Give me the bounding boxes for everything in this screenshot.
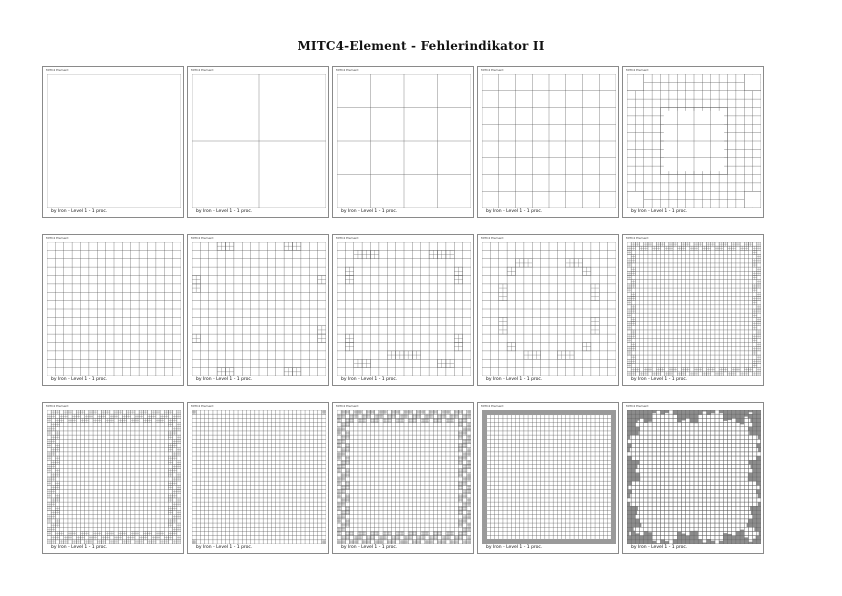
refined-region bbox=[627, 192, 643, 208]
mesh-plot bbox=[47, 410, 181, 544]
mesh-plot bbox=[47, 242, 181, 376]
panel-header: MITC4 Element bbox=[336, 404, 359, 408]
panel-caption: by Iron - Level 1 - 1 proc. bbox=[631, 377, 688, 382]
mesh-plot bbox=[47, 74, 181, 208]
mesh-plot bbox=[627, 242, 761, 376]
mesh-plot bbox=[192, 74, 326, 208]
refined-region bbox=[745, 74, 761, 90]
mesh-plot bbox=[337, 410, 471, 544]
mesh-panel-5 bbox=[622, 66, 764, 218]
panel-header: MITC4 Element bbox=[336, 236, 359, 240]
panel-caption: by Iron - Level 1 - 1 proc. bbox=[196, 377, 253, 382]
mesh-panel-4 bbox=[477, 66, 619, 218]
panel-header: MITC4 Element bbox=[46, 404, 69, 408]
refined-region bbox=[173, 368, 181, 376]
panel-header: MITC4 Element bbox=[46, 236, 69, 240]
panel-header: MITC4 Element bbox=[626, 68, 649, 72]
panel-caption: by Iron - Level 1 - 1 proc. bbox=[196, 209, 253, 214]
panel-header: MITC4 Element bbox=[191, 404, 214, 408]
mesh-panel-10 bbox=[622, 234, 764, 386]
panel-caption: by Iron - Level 1 - 1 proc. bbox=[51, 377, 108, 382]
mesh-panel-2 bbox=[187, 66, 329, 218]
mesh-panel-3 bbox=[332, 66, 474, 218]
panel-caption: by Iron - Level 1 - 1 proc. bbox=[196, 545, 253, 550]
refined-region bbox=[627, 74, 643, 90]
panel-caption: by Iron - Level 1 - 1 proc. bbox=[486, 377, 543, 382]
mesh-plot bbox=[482, 74, 616, 208]
mesh-panel-9 bbox=[477, 234, 619, 386]
panel-header: MITC4 Element bbox=[481, 68, 504, 72]
panel-header: MITC4 Element bbox=[336, 68, 359, 72]
panel-header: MITC4 Element bbox=[191, 236, 214, 240]
mesh-panel-13 bbox=[332, 402, 474, 554]
refined-region bbox=[47, 242, 55, 250]
panel-header: MITC4 Element bbox=[46, 68, 69, 72]
mesh-plot bbox=[337, 242, 471, 376]
refined-region bbox=[47, 368, 55, 376]
panel-caption: by Iron - Level 1 - 1 proc. bbox=[341, 209, 398, 214]
panel-caption: by Iron - Level 1 - 1 proc. bbox=[341, 377, 398, 382]
mesh-plot bbox=[192, 242, 326, 376]
mesh-panel-8 bbox=[332, 234, 474, 386]
figure-title: MITC4-Element - Fehlerindikator II bbox=[297, 39, 545, 53]
panel-header: MITC4 Element bbox=[626, 236, 649, 240]
mesh-plot bbox=[192, 410, 326, 544]
panel-caption: by Iron - Level 1 - 1 proc. bbox=[51, 209, 108, 214]
panel-caption: by Iron - Level 1 - 1 proc. bbox=[486, 209, 543, 214]
mesh-panel-7 bbox=[187, 234, 329, 386]
refined-region bbox=[173, 242, 181, 250]
panel-header: MITC4 Element bbox=[481, 236, 504, 240]
panel-caption: by Iron - Level 1 - 1 proc. bbox=[51, 545, 108, 550]
panel-header: MITC4 Element bbox=[191, 68, 214, 72]
mesh-plot bbox=[337, 74, 471, 208]
mesh-panel-6 bbox=[42, 234, 184, 386]
mesh-panel-1 bbox=[42, 66, 184, 218]
mesh-panel-11 bbox=[42, 402, 184, 554]
mesh-plot bbox=[627, 74, 761, 208]
mesh-plot bbox=[482, 242, 616, 376]
refined-region bbox=[745, 192, 761, 208]
panel-caption: by Iron - Level 1 - 1 proc. bbox=[631, 209, 688, 214]
mesh-panel-12 bbox=[187, 402, 329, 554]
